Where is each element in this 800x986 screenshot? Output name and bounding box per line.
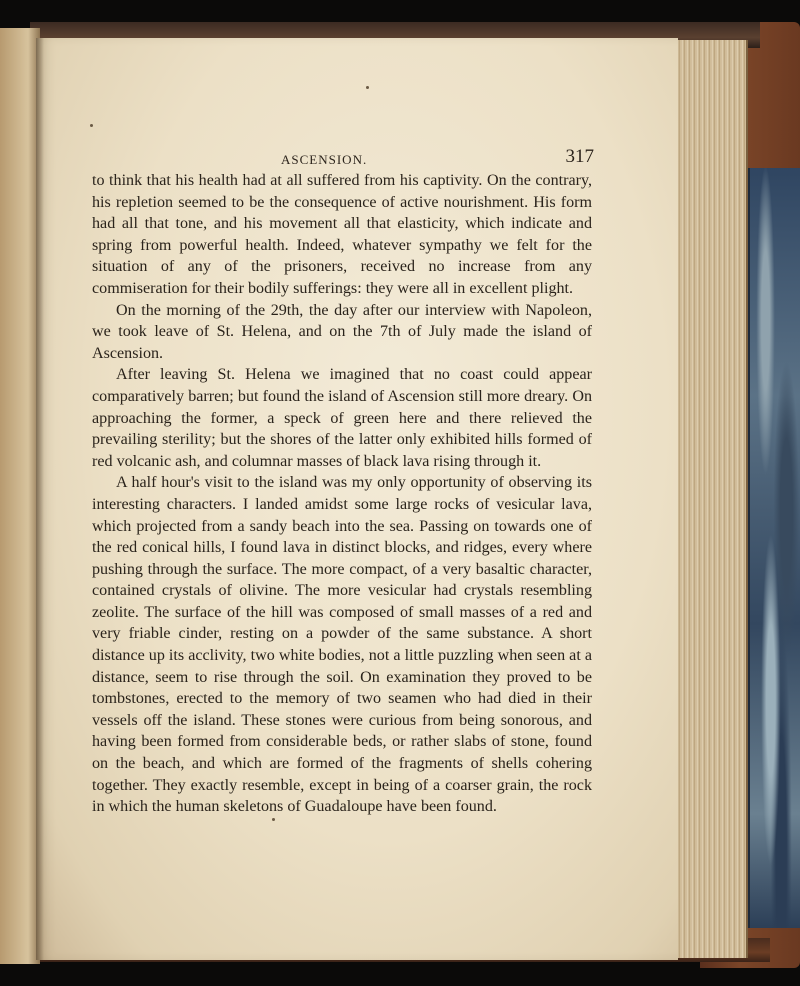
paper-speck — [366, 86, 369, 89]
book — [0, 18, 800, 970]
gutter-shadow — [36, 38, 44, 960]
running-head-title: ASCENSION. — [281, 152, 368, 167]
paragraph: to think that his health had at all suffered from his captivity. On the contrary, his repletion seemed to be the consequence of active nourishment. His form had all that tone, and his movement all that elasticity, which indicate and spring from powerful health. Indeed, whatever sympathy we felt for the situation of any of the prisoners, received no increase from any commiseration for their bodily sufferings: they were all in excellent plight. — [92, 172, 592, 297]
paper-speck — [90, 124, 93, 127]
book-page — [36, 38, 678, 960]
page-fore-edge — [676, 40, 748, 958]
paper-speck — [272, 818, 275, 821]
page-number: 317 — [565, 146, 594, 167]
left-page-edge — [0, 28, 40, 964]
body-text — [92, 170, 592, 818]
paragraph: A half hour's visit to the island was my only opportunity of observing its interesting characters. I landed amidst some large rocks of vesicular lava, which projected from a sandy beach into the sea. Passing on towards one of the red conical hills, I found lava in distinct blocks, and ridges, every where pushing through the surface. The more compact, of a very basaltic character, contained crystals of olivine. The more vesicular had crystals resembling zeolite. The surface of the hill was composed of small masses of a red and very friable cinder, resting on a powder of the same substance. A short distance up its acclivity, two white bodies, not a little puzzling when seen at a distance, seem to rise through the soil. On examination they proved to be tombstones, erected to the memory of two seamen who had died in their vessels off the island. These stones were curious from being sonorous, and having been formed from considerable beds, or rather slabs of stone, found on the beach, and which are formed of the fragments of shells cohering together. They exactly resemble, except in being of a coarser grain, the rock in which the human skeletons of Guadaloupe have been found. — [92, 474, 592, 816]
marbled-endpaper — [748, 168, 800, 928]
running-head — [36, 144, 678, 168]
paragraph: On the morning of the 29th, the day after our interview with Napoleon, we took leave of St. Helena, and on the 7th of July made the island of Ascension. — [92, 301, 592, 362]
paragraph: After leaving St. Helena we imagined that no coast could appear comparatively barren; but found the island of Ascension still more dreary. On approaching the former, a speck of green here and there relieved the prevailing sterility; but the shores of the latter only exhibited hills formed of red volcanic ash, and columnar masses of black lava rising through it. — [92, 366, 592, 470]
